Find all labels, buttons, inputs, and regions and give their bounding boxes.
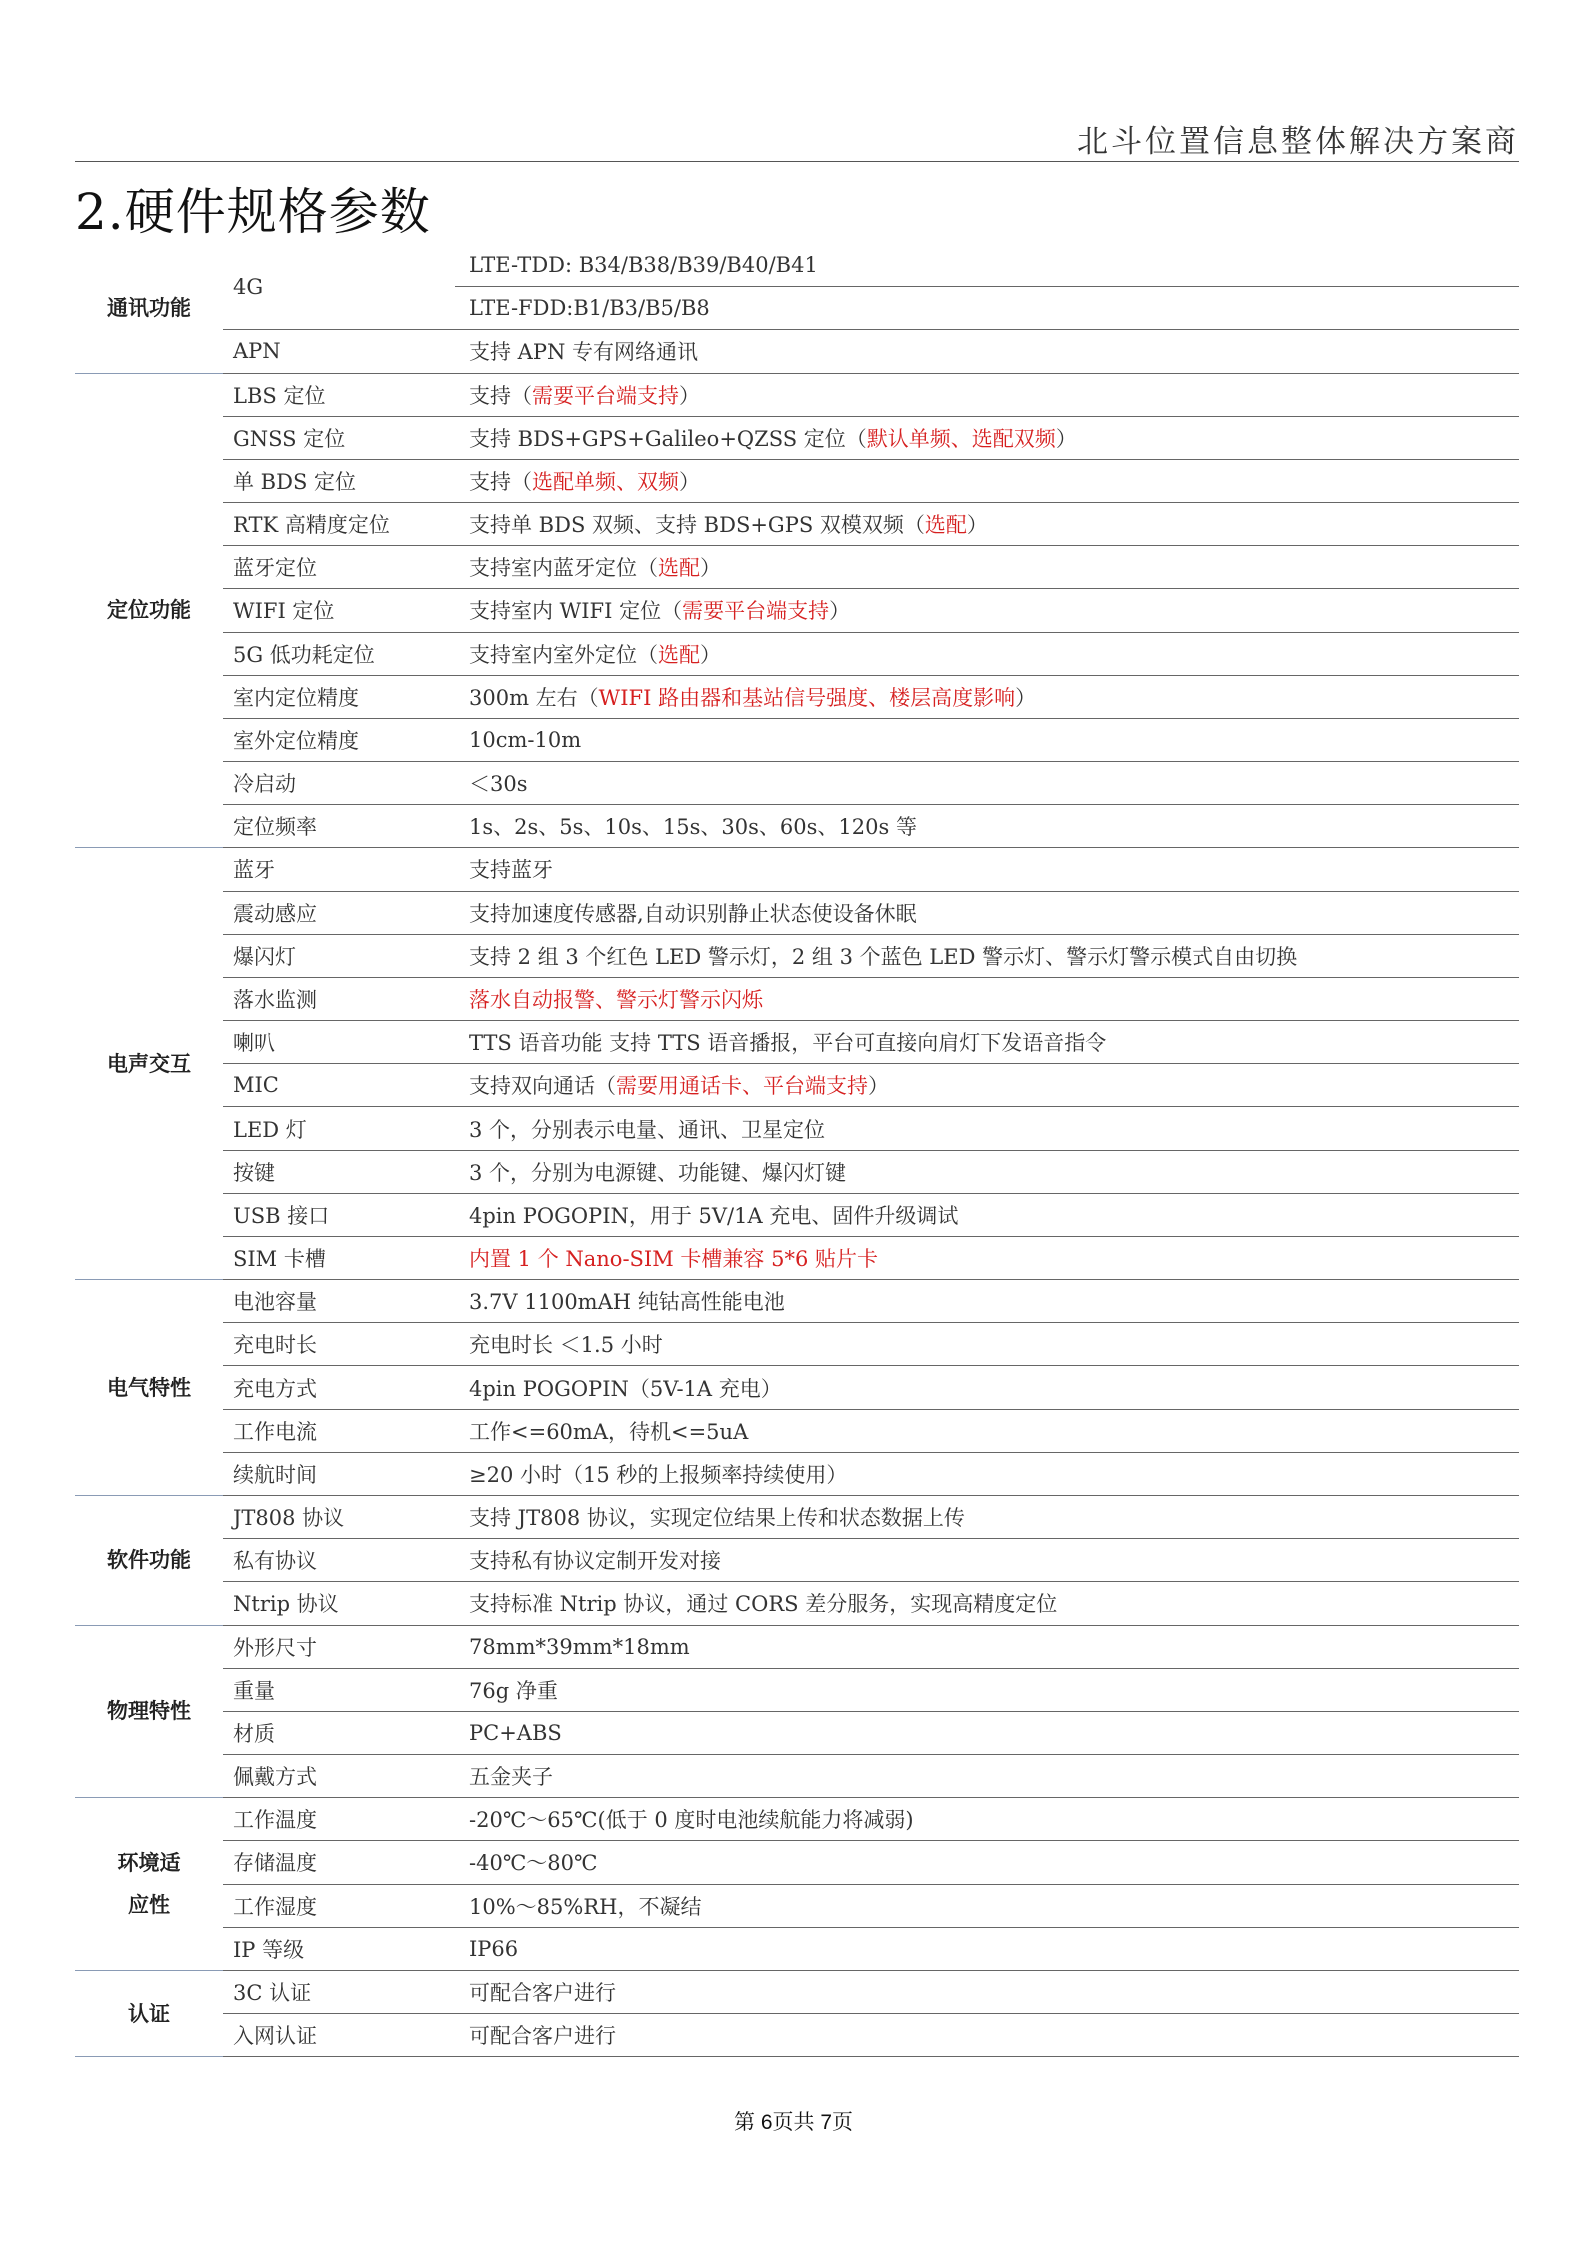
param-value-text: 支持蓝牙 [469, 858, 553, 883]
spec-row [75, 589, 1519, 632]
spec-row [75, 1539, 1519, 1582]
param-name: 充电时长 [223, 1323, 455, 1366]
param-value-text: 五金夹子 [469, 1765, 553, 1790]
param-value [455, 1409, 1519, 1452]
spec-row [75, 1970, 1519, 2013]
param-value-highlight: 默认单频、选配双频 [866, 426, 1056, 451]
param-name: IP 等级 [223, 1927, 455, 1970]
spec-row [75, 330, 1519, 373]
spec-row [75, 718, 1519, 761]
param-name: GNSS 定位 [223, 416, 455, 459]
spec-row [75, 1323, 1519, 1366]
param-name: 私有协议 [223, 1539, 455, 1582]
param-value [455, 977, 1519, 1020]
param-name: 单 BDS 定位 [223, 459, 455, 502]
param-value [455, 1711, 1519, 1754]
spec-row [75, 546, 1519, 589]
param-value-text: 300m 左右（ [469, 685, 599, 710]
spec-row [75, 1495, 1519, 1538]
param-value-text: 4pin POGOPIN（5V-1A 充电） [469, 1376, 782, 1401]
param-value [455, 675, 1519, 718]
param-name: 喇叭 [223, 1021, 455, 1064]
param-value-text: 10cm-10m [469, 727, 582, 752]
param-name: 工作温度 [223, 1798, 455, 1841]
param-name: 存储温度 [223, 1841, 455, 1884]
page-footer: 第 6页共 7页 [733, 2111, 854, 2134]
param-value [455, 1668, 1519, 1711]
param-value-text: 10%～85%RH，不凝结 [469, 1894, 702, 1919]
param-value [455, 2014, 1519, 2057]
param-value [455, 1539, 1519, 1582]
param-value-text: 支持 BDS+GPS+Galileo+QZSS 定位（ [469, 426, 867, 451]
param-value [455, 1323, 1519, 1366]
category-label: 物理特性 [75, 1625, 223, 1798]
param-value-text: 3.7V 1100mAH 纯钴高性能电池 [469, 1290, 785, 1315]
spec-row [75, 1107, 1519, 1150]
param-value [455, 1798, 1519, 1841]
spec-row [75, 1150, 1519, 1193]
param-value [455, 589, 1519, 632]
spec-row [75, 2014, 1519, 2057]
param-name: 3C 认证 [223, 1970, 455, 2013]
param-value-text: 3 个，分别表示电量、通讯、卫星定位 [469, 1117, 826, 1142]
param-value-text: -40℃～80℃ [469, 1851, 598, 1876]
param-value [455, 1366, 1519, 1409]
param-name: 工作电流 [223, 1409, 455, 1452]
param-value [455, 762, 1519, 805]
param-name: 充电方式 [223, 1366, 455, 1409]
param-value [455, 1021, 1519, 1064]
param-value-highlight: 选配 [924, 513, 967, 538]
param-name: 佩戴方式 [223, 1755, 455, 1798]
param-value-text: 支持室内室外定位（ [469, 642, 658, 667]
category-label: 环境适应性 [75, 1798, 223, 1971]
param-value [455, 1927, 1519, 1970]
param-value-suffix: ） [829, 599, 851, 624]
header-rule [75, 161, 1519, 162]
param-value-suffix: ） [679, 469, 700, 494]
spec-row [75, 1841, 1519, 1884]
param-value-text: PC+ABS [469, 1720, 562, 1745]
param-value-text: -20℃～65℃(低于 0 度时电池续航能力将减弱) [469, 1808, 914, 1833]
param-name: 5G 低功耗定位 [223, 632, 455, 675]
param-value-suffix: ） [1015, 685, 1037, 710]
spec-row [75, 1193, 1519, 1236]
param-value-text: 支持 2 组 3 个红色 LED 警示灯，2 组 3 个蓝色 LED 警示灯、警示灯警示模式自由切换 [469, 944, 1298, 969]
param-value-highlight: 选配 [658, 556, 700, 581]
param-value-text: TTS 语音功能 支持 TTS 语音播报，平台可直接向肩灯下发语音指令 [469, 1031, 1107, 1056]
param-value-text: 支持双向通话（ [469, 1074, 616, 1099]
param-value [455, 1841, 1519, 1884]
spec-row [75, 1711, 1519, 1754]
param-value-highlight: 需要用通话卡、平台端支持 [616, 1074, 868, 1099]
param-value-text: ＜30s [469, 772, 528, 797]
param-value-text: 支持 APN 专有网络通讯 [469, 340, 699, 365]
param-value-highlight: 需要平台端支持 [682, 599, 830, 624]
section-title: 2.硬件规格参数 [75, 183, 431, 241]
param-value [455, 459, 1519, 502]
param-value-text: 支持 JT808 协议，实现定位结果上传和状态数据上传 [469, 1506, 965, 1531]
param-value-text: 1s、2s、5s、10s、15s、30s、60s、120s 等 [469, 815, 917, 840]
param-name: 按键 [223, 1150, 455, 1193]
spec-row [75, 1452, 1519, 1495]
header-company: 北斗位置信息整体解决方案商 [1077, 124, 1519, 160]
param-value-text: 支持单 BDS 双频、支持 BDS+GPS 双模双频（ [469, 513, 925, 538]
spec-row [75, 1798, 1519, 1841]
param-name: 外形尺寸 [223, 1625, 455, 1668]
spec-row [75, 977, 1519, 1020]
spec-row [75, 1366, 1519, 1409]
param-value [455, 1452, 1519, 1495]
param-value-suffix: ） [868, 1074, 889, 1099]
param-value-text: 可配合客户进行 [469, 2024, 616, 2049]
param-value [455, 934, 1519, 977]
param-value-highlight: 落水自动报警、警示灯警示闪烁 [469, 988, 763, 1012]
param-value [455, 1625, 1519, 1668]
param-value [455, 1236, 1519, 1279]
spec-row [75, 1884, 1519, 1927]
param-name: LBS 定位 [223, 373, 455, 416]
param-name: 电池容量 [223, 1280, 455, 1323]
param-name: 续航时间 [223, 1452, 455, 1495]
param-value-highlight: WIFI 路由器和基站信号强度、楼层高度影响 [598, 685, 1016, 710]
category-label: 通讯功能 [75, 244, 223, 373]
param-value-text: 支持（ [469, 469, 532, 494]
param-name: 冷启动 [223, 762, 455, 805]
spec-row [75, 459, 1519, 502]
spec-row [75, 503, 1519, 546]
param-value-text: IP66 [469, 1936, 519, 1961]
param-value-text: 支持室内 WIFI 定位（ [469, 599, 683, 624]
category-label: 电声交互 [75, 848, 223, 1280]
spec-row [75, 1021, 1519, 1064]
param-name: LED 灯 [223, 1107, 455, 1150]
param-name: 蓝牙定位 [223, 546, 455, 589]
param-name: 震动感应 [223, 891, 455, 934]
spec-row [75, 1927, 1519, 1970]
param-value-suffix: ） [700, 642, 721, 667]
spec-row [75, 805, 1519, 848]
param-value-highlight: 选配单频、双频 [532, 469, 679, 494]
param-value [455, 330, 1519, 373]
param-name: 入网认证 [223, 2014, 455, 2057]
category-label: 电气特性 [75, 1280, 223, 1496]
spec-row [75, 632, 1519, 675]
param-value [455, 244, 1519, 287]
param-value-suffix: ） [700, 556, 721, 581]
param-value [455, 287, 1519, 330]
param-name: 室外定位精度 [223, 718, 455, 761]
param-name: 重量 [223, 1668, 455, 1711]
param-value [455, 632, 1519, 675]
param-value-highlight: 需要平台端支持 [532, 383, 679, 408]
param-value [455, 848, 1519, 891]
param-value [455, 503, 1519, 546]
param-name: 材质 [223, 1711, 455, 1754]
param-value [455, 1107, 1519, 1150]
spec-row [75, 1409, 1519, 1452]
param-name: 爆闪灯 [223, 934, 455, 977]
param-name: 4G [223, 244, 455, 330]
param-value-text: 支持私有协议定制开发对接 [469, 1549, 721, 1574]
param-value-text: LTE-FDD:B1/B3/B5/B8 [469, 296, 710, 321]
spec-row [75, 934, 1519, 977]
param-value-suffix: ） [1055, 426, 1077, 451]
param-value-highlight: 内置 1 个 Nano-SIM 卡槽兼容 5*6 贴片卡 [469, 1247, 878, 1272]
spec-row [75, 891, 1519, 934]
spec-row [75, 1236, 1519, 1279]
param-value-text: 支持室内蓝牙定位（ [469, 556, 658, 581]
param-value [455, 1193, 1519, 1236]
param-value [455, 546, 1519, 589]
param-value [455, 1150, 1519, 1193]
param-name: JT808 协议 [223, 1495, 455, 1538]
param-value-text: 支持标准 Ntrip 协议，通过 CORS 差分服务，实现高精度定位 [469, 1592, 1058, 1617]
param-value-suffix: ） [679, 383, 700, 408]
spec-row [75, 848, 1519, 891]
param-value-text: 充电时长 ＜1.5 小时 [469, 1333, 663, 1358]
param-value [455, 1495, 1519, 1538]
param-value [455, 1755, 1519, 1798]
category-label: 软件功能 [75, 1495, 223, 1625]
param-name: 落水监测 [223, 977, 455, 1020]
param-value-text: 可配合客户进行 [469, 1980, 616, 2005]
param-value [455, 373, 1519, 416]
spec-row [75, 244, 1519, 287]
param-value [455, 1970, 1519, 2013]
param-name: 定位频率 [223, 805, 455, 848]
param-value [455, 1884, 1519, 1927]
param-value-text: LTE-TDD: B34/B38/B39/B40/B41 [469, 253, 818, 278]
param-name: RTK 高精度定位 [223, 503, 455, 546]
spec-row [75, 373, 1519, 416]
param-name: 蓝牙 [223, 848, 455, 891]
spec-row [75, 1625, 1519, 1668]
category-label: 定位功能 [75, 373, 223, 848]
spec-row [75, 762, 1519, 805]
param-name: SIM 卡槽 [223, 1236, 455, 1279]
category-label: 认证 [75, 1970, 223, 2056]
param-value-text: 3 个，分别为电源键、功能键、爆闪灯键 [469, 1160, 847, 1185]
param-name: MIC [223, 1064, 455, 1107]
param-value [455, 1064, 1519, 1107]
spec-row [75, 675, 1519, 718]
param-value [455, 1582, 1519, 1625]
param-value-suffix: ） [966, 513, 988, 538]
spec-row [75, 1755, 1519, 1798]
param-name: WIFI 定位 [223, 589, 455, 632]
spec-row [75, 1064, 1519, 1107]
param-name: APN [223, 330, 455, 373]
param-value-text: 支持（ [469, 383, 532, 408]
param-name: USB 接口 [223, 1193, 455, 1236]
param-name: 室内定位精度 [223, 675, 455, 718]
param-value-text: 78mm*39mm*18mm [469, 1634, 690, 1659]
param-value [455, 416, 1519, 459]
spec-table [75, 244, 1519, 2057]
spec-row [75, 1582, 1519, 1625]
param-value [455, 805, 1519, 848]
param-value-text: 4pin POGOPIN，用于 5V/1A 充电、固件升级调试 [469, 1203, 959, 1228]
param-name: 工作湿度 [223, 1884, 455, 1927]
param-value [455, 718, 1519, 761]
spec-row [75, 1668, 1519, 1711]
param-name: Ntrip 协议 [223, 1582, 455, 1625]
spec-row [75, 416, 1519, 459]
param-value-text: 工作<=60mA，待机<=5uA [469, 1419, 749, 1444]
param-value-text: ≥20 小时（15 秒的上报频率持续使用） [469, 1462, 848, 1487]
param-value-highlight: 选配 [658, 642, 700, 667]
param-value [455, 891, 1519, 934]
param-value-text: 支持加速度传感器,自动识别静止状态使设备休眠 [469, 901, 917, 926]
param-value-text: 76g 净重 [469, 1678, 558, 1703]
param-value [455, 1280, 1519, 1323]
spec-row [75, 1280, 1519, 1323]
